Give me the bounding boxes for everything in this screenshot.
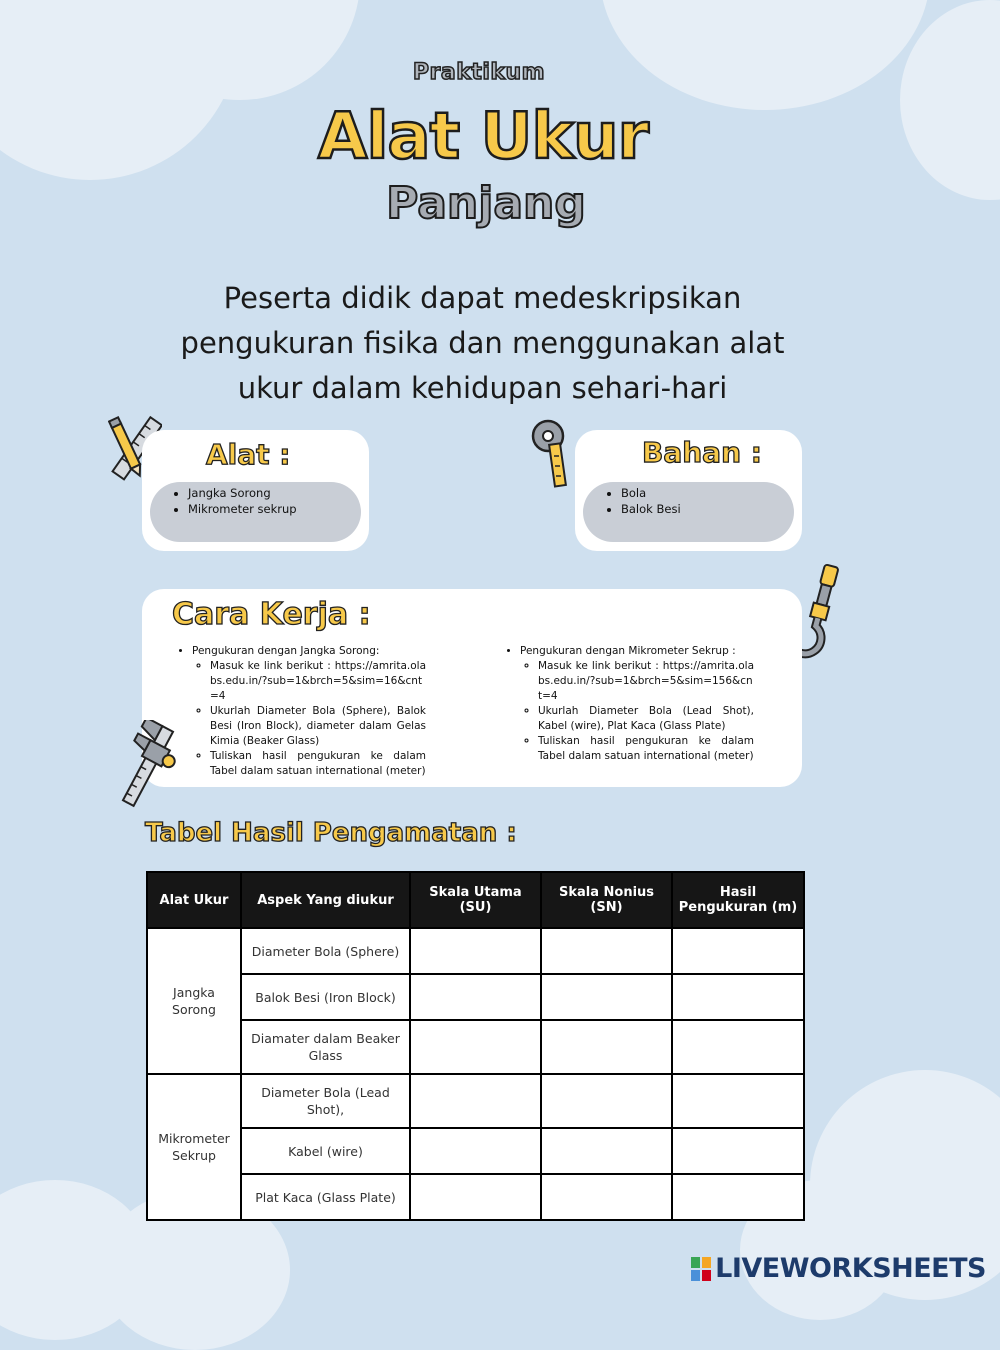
page-subtitle: Panjang — [386, 178, 586, 229]
page-title: Alat Ukur — [317, 100, 649, 174]
su-input-cell[interactable] — [410, 1128, 541, 1174]
cara-kerja-left — [174, 644, 426, 779]
bahan-card — [575, 430, 802, 551]
column-header: Hasil Pengukuran (m) — [672, 872, 804, 928]
su-input-cell[interactable] — [410, 974, 541, 1020]
table-title: Tabel Hasil Pengamatan : — [145, 818, 517, 848]
table-row — [147, 1074, 804, 1128]
cara-kerja-heading: Cara Kerja : — [172, 597, 371, 632]
procedure-title: • Pengukuran dengan Jangka Sorong: — [192, 644, 426, 659]
result-input-cell[interactable] — [672, 1128, 804, 1174]
sn-input-cell[interactable] — [541, 1020, 672, 1074]
sn-input-cell[interactable] — [541, 928, 672, 974]
bahan-list — [583, 482, 794, 542]
result-input-cell[interactable] — [672, 928, 804, 974]
sn-input-cell[interactable] — [541, 1074, 672, 1128]
aspect-cell: Balok Besi (Iron Block) — [241, 974, 410, 1020]
column-header: Skala Utama (SU) — [410, 872, 541, 928]
table-row — [147, 1020, 804, 1074]
procedure-step: ◦ Masuk ke link berikut : https://amrita.olabs.edu.in/?sub=1&brch=5&sim=156&cnt=4 — [538, 659, 754, 704]
result-input-cell[interactable] — [672, 1174, 804, 1220]
tool-cell: Jangka Sorong — [147, 928, 241, 1074]
alat-list — [150, 482, 361, 542]
liveworksheets-logo[interactable] — [691, 1253, 986, 1284]
column-header: Alat Ukur — [147, 872, 241, 928]
alat-card — [142, 430, 369, 551]
procedure-step: ◦ Ukurlah Diameter Bola (Sphere), Balok Besi (Iron Block), diameter dalam Gelas Kimia (Beaker Glass) — [210, 704, 426, 749]
column-header: Skala Nonius (SN) — [541, 872, 672, 928]
learning-objective: Peserta didik dapat medeskripsikan pengukuran fisika dan menggunakan alat ukur dalam kehidupan sehari-hari — [180, 281, 785, 405]
su-input-cell[interactable] — [410, 1020, 541, 1074]
table-row — [147, 974, 804, 1020]
list-item: • Bola — [621, 485, 794, 501]
result-input-cell[interactable] — [672, 1020, 804, 1074]
tape-measure-icon — [530, 418, 574, 492]
procedure-step: ◦ Tuliskan hasil pengukuran ke dalam Tabel dalam satuan international (meter) — [538, 734, 754, 764]
brand-name: LIVEWORKSHEETS — [715, 1253, 986, 1284]
sn-input-cell[interactable] — [541, 1128, 672, 1174]
table-header-row — [147, 872, 804, 928]
procedure-title: • Pengukuran dengan Mikrometer Sekrup : — [520, 644, 754, 659]
result-input-cell[interactable] — [672, 1074, 804, 1128]
cara-kerja-card — [142, 589, 802, 787]
table-row — [147, 928, 804, 974]
aspect-cell: Plat Kaca (Glass Plate) — [241, 1174, 410, 1220]
aspect-cell: Diameter Bola (Sphere) — [241, 928, 410, 974]
column-header: Aspek Yang diukur — [241, 872, 410, 928]
sn-input-cell[interactable] — [541, 974, 672, 1020]
list-item: • Jangka Sorong — [188, 485, 361, 501]
caliper-icon — [114, 720, 182, 812]
pre-title: Praktikum — [412, 60, 546, 85]
result-input-cell[interactable] — [672, 974, 804, 1020]
cara-kerja-right — [502, 644, 754, 764]
aspect-cell: Diamater dalam Beaker Glass — [241, 1020, 410, 1074]
list-item: • Balok Besi — [621, 501, 794, 517]
list-item: • Mikrometer sekrup — [188, 501, 361, 517]
alat-heading: Alat : — [206, 438, 291, 471]
su-input-cell[interactable] — [410, 1174, 541, 1220]
table-row — [147, 1128, 804, 1174]
aspect-cell: Diameter Bola (Lead Shot), — [241, 1074, 410, 1128]
su-input-cell[interactable] — [410, 928, 541, 974]
tool-cell: Mikrometer Sekrup — [147, 1074, 241, 1220]
liveworksheets-icon — [691, 1257, 711, 1281]
table-row — [147, 1174, 804, 1220]
sn-input-cell[interactable] — [541, 1174, 672, 1220]
aspect-cell: Kabel (wire) — [241, 1128, 410, 1174]
procedure-step: ◦ Masuk ke link berikut : https://amrita.olabs.edu.in/?sub=1&brch=5&sim=16&cnt=4 — [210, 659, 426, 704]
procedure-step: ◦ Tuliskan hasil pengukuran ke dalam Tabel dalam satuan international (meter) — [210, 749, 426, 779]
bahan-heading: Bahan : — [642, 436, 762, 469]
observation-table — [146, 871, 805, 1221]
procedure-step: ◦ Ukurlah Diameter Bola (Lead Shot), Kabel (wire), Plat Kaca (Glass Plate) — [538, 704, 754, 734]
cloud-decoration — [600, 0, 930, 110]
su-input-cell[interactable] — [410, 1074, 541, 1128]
